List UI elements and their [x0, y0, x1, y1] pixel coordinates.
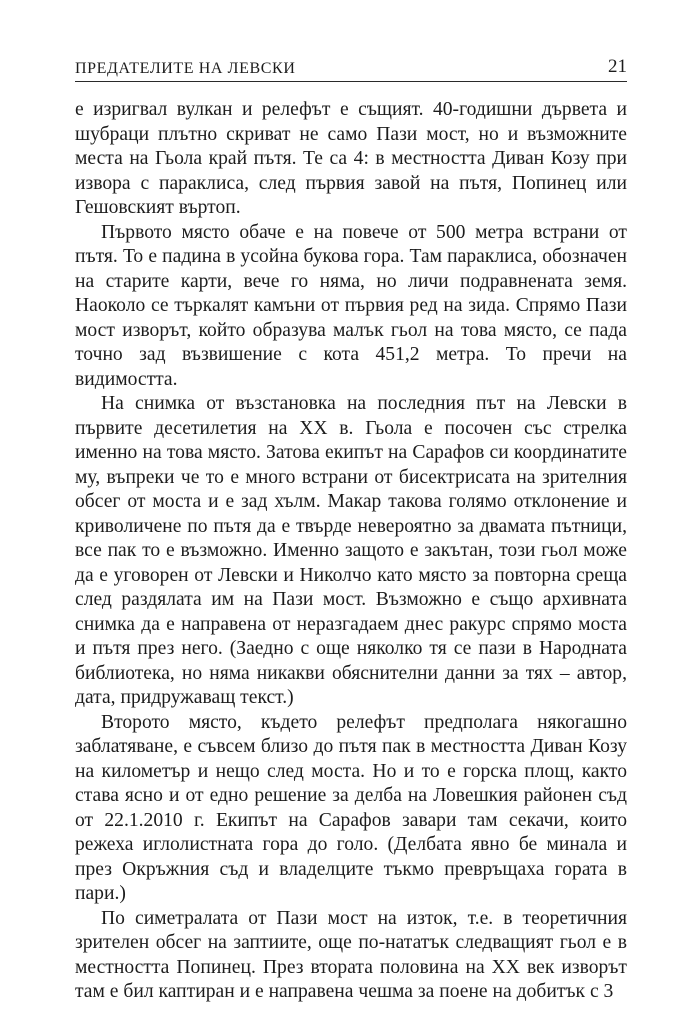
- body-text: [75, 98, 627, 1005]
- paragraph-3: На снимка от възстановка на последния път на Левски в първите десетилетия на XX в. Гьола е посочен със стрелка именно на това място. Затова екипът на Сарафов си координатите му, въпреки че то е много встрани от бисектрисата на зрителния обсег от моста и е зад хълм. Макар такова голямо отклонение и криволичене по пътя да е твърде невероятно за двамата пътници, все пак то е възможно. Именно защото е закътан, този гьол може да е уговорен от Левски и Николчо като място за повторна среща след раздялата им на Пази мост. Възможно е също архивната снимка да е направена от неразгадаем днес ракурс спрямо моста и пътя през него. (Заедно с още няколко тя се пази в Народната библиотека, но няма никакви обяснителни данни за тях – автор, дата, придружаващ текст.): [75, 393, 627, 708]
- header-rule: [75, 81, 627, 82]
- running-header: [75, 52, 627, 78]
- running-title: ПРЕДАТЕЛИТЕ НА ЛЕВСКИ: [75, 60, 296, 77]
- paragraph-5: По симетралата от Пази мост на изток, т.е. в теоретичния зрителен обсег на заптиите, още по-нататък следващият гьол е в местността Попинец. През втората половина на XX век изворът там е бил каптиран и е направена чешма за поене на добитък с 3: [75, 907, 627, 1002]
- paragraph-2: Първото място обаче е на повече от 500 метра встрани от пътя. То е падина в усойна букова гора. Там параклиса, обозначен на старите карти, вече го няма, но личи подравнената земя. Наоколо се търкалят камъни от първия ред на зида. Спрямо Пази мост изворът, който образува малък гьол на това място, се пада точно зад възвишение с кота 451,2 метра. То пречи на видимостта.: [75, 221, 627, 390]
- book-page: [75, 52, 627, 1002]
- page-number: 21: [608, 56, 627, 77]
- paragraph-1: е изригвал вулкан и релефът е същият. 40-годишни дървета и шубраци плътно скриват не само Пази мост, но и възможните места на Гьола край пътя. Те са 4: в местността Диван Козу при извора с параклиса, след първия завой на пътя, Попинец или Гешовският въртоп.: [75, 99, 627, 218]
- paragraph-4: Второто място, където релефът предполага някогашно заблатяване, е съвсем близо до пътя пак в местността Диван Козу на километър и нещо след моста. Но и то е горска площ, както става ясно и от едно решение за делба на Ловешкия районен съд от 22.1.2010 г. Екипът на Сарафов завари там секачи, които режеха иглолистната гора до голо. (Делбата явно бе минала и през Окръжния съд и владелците тъкмо превръщаха гората в пари.): [75, 711, 627, 904]
